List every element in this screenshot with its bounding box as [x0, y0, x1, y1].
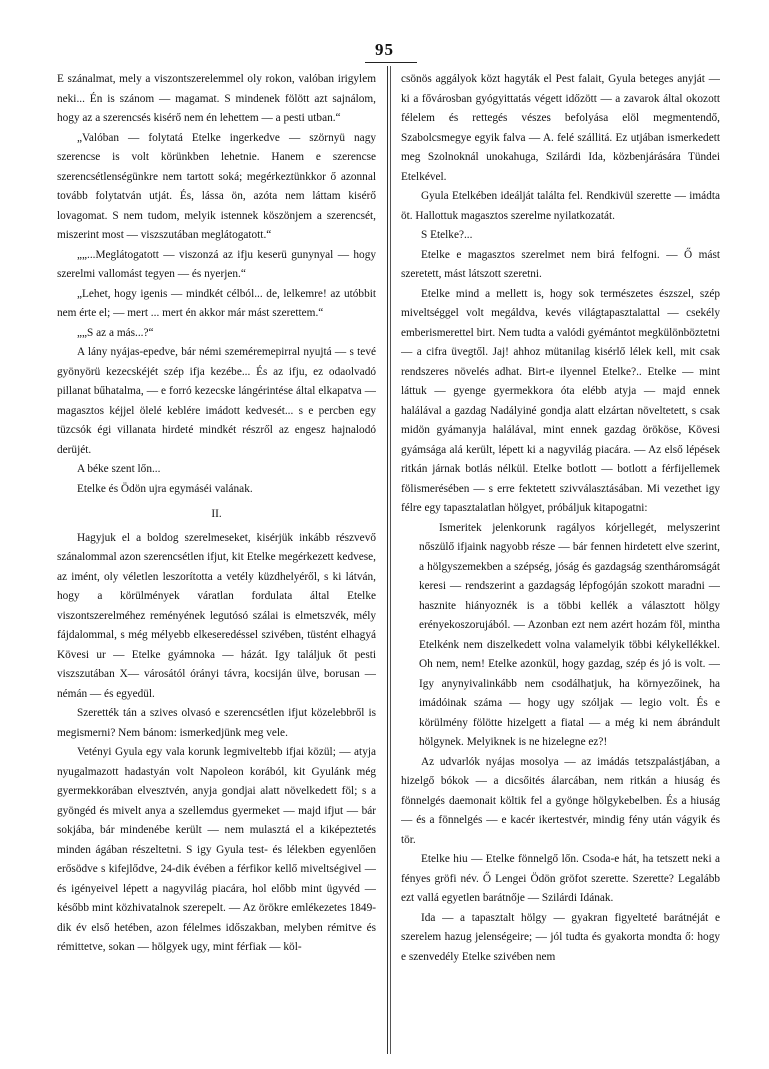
paragraph: Etelke hiu — Etelke fönnelgő lőn. Csoda-e hát, ha tetszett neki a fényes gröfi név. Ő Lengei Ödön gröfot szerette. Szerette? Legalább ezt vallá egyetlen barátnője — Szilárdi Idának. [401, 853, 720, 904]
paragraph: „Valóban — folytatá Etelke ingerkedve — szörnyü nagy szerencse is volt körünkben lehetnie. Hanem e szerencse szerencsétlenségünkre nem tartott soká; megérkeztünkkor ő azonnal tovább folytatván utját. És, lássa ön, azóta nem láttam kisérő lovagomat. S nem tudom, melyik istennek köszönjem a szerencsét, miszerint most — viszszutában meglátogatott.“ [57, 131, 376, 241]
left-column [57, 70, 376, 1054]
paragraph: A lány nyájas-epedve, bár némi szeméremepirral nyujtá — s tevé gyönyörü kezecskéjét szép ifja kezébe... És az ifju, ez odaolvadó pillanat bűhatalma, — e forró kezecske lángérintése által elkapatva — magasztos kéjjel ölelé keblére imádott kedvesét... s e percben egy tüzcsók égi villanata hirdeté mindkét részről az engesz hajnalodó derüjét. [57, 346, 376, 456]
right-column [401, 70, 720, 1054]
paragraph: Szerették tán a szives olvasó e szerencsétlen ifjut közelebbről is megismerni? Nem bánom: ismerkedjünk meg vele. [57, 707, 376, 739]
page-number: 95 [375, 40, 394, 59]
indented-quote: Ismeritek jelenkorunk ragályos kórjellegét, melyszerint nőszülő ifjaink nagyobb része — bár fennen hirdetett elve szerint, a hölgyszemekben a szépség, jóság és gazdagság szentháromságát keresi — rendszerint a gazdagság lépfogóján szokott maradni — hasznite hiányoznék is a többi kellék a választott hölgy erényekoszorujából. — Azonban ezt nem azért hozám föl, mintha Etelkénk nem diszelkedett volna valamelyik többi kélykellékkel. Oh nem, nem! Etelke azonkül, hogy gazdag, szép és jó is volt. — Igy anynyivalinkább nem csodálhatjuk, ha környezőinek, ha imádóinak száma — hogy ugy szóljak — legio volt. És e körülmény fölötte hizelgett a fiatal — a még ki nem ábrándult hölgynek. Melyiknek is ne hizelegne ez?! [419, 521, 720, 748]
paragraph: Etelke mind a mellett is, hogy sok természetes észszel, szép miveltséggel volt megáldva, kevés világtapasztalattal — csekély emberismerettel birt. Nem tudta a valódi gyémántot megkülönböztetni — a cifra üvegtől. Jaj! ahhoz mütanilag kisérlő lélek kell, mit csak rendszeres növelés adhat. Birt-e ilyennel Etelke?.. Etelke — mint láttuk — gyenge gyermekkora óta elébb atyja — majd ennek halálával a gazdag Nadályiné gondja alatt elzártan növeltetett, s csak midön gyámanyja halálával, mint ennek gazdag örököse, Kövesi gyámsága alá került, lépett ki a nagyvilág piacára. — Az első lépések ritkán járnak botlás nélkül. Etelke botlott — botlott a férfijellemek fölismerésében — s erre fektetett szivválasztásában. Mi vezethet igy félre egy tapasztalatlan hölgyet, próbáljuk kitapogatni: [401, 287, 720, 514]
header-rule [365, 62, 417, 63]
column-divider-inner [390, 66, 391, 1054]
paragraph: A béke szent lőn... [77, 463, 161, 475]
paragraph: Etelke e magasztos szerelmet nem birá felfogni. — Ő mást szeretett, mást látszott szeretni. [401, 248, 720, 280]
paragraph: Etelke és Ödön ujra egymáséi valának. [77, 482, 253, 495]
paragraph: „Lehet, hogy igenis — mindkét célból... de, lelkemre! az utóbbit nem érte el; — mert ... mert én akkor már mást szerettem.“ [57, 287, 376, 319]
section-heading: II. [211, 508, 222, 520]
paragraph: S Etelke?... [421, 229, 473, 241]
paragraph: Vetényi Gyula egy vala korunk legmiveltebb ifjai közül; — atyja nyugalmazott hadastyán volt Napoleon korából, kit Gyulánk még gyermekkorában elvesztvén, anyja gondjai alatt növelkedett föl; s a gyöngéd és mivelt anya a szellemdus gyermeket — majd ifjut — bár sokjába, bár mindenébe került — nem mulasztá el a kiképeztetés minden ágában részeltetni. S igy Gyula test- és lélekben egyenlően erősödve s kifejlődve, 24-dik évében a férfikor kellő miveltségivel — és igényeivel lépett a nagyvilág piacára, hol előbb mint ügyvéd — később mint közhivatalnok szerepelt. — Az örökre emlékezetes 1849-dik év első hetében, azon félelmes időszakban, melyben rémitve és rémittetve, sokan — hölgyek ugy, mint férfiak — köl- [57, 746, 376, 953]
paragraph: „„...Meglátogatott — viszonzá az ifju keserü gunynyal — hogy szerelmi vallomást tegyen — és nyerjen.“ [57, 248, 376, 280]
column-divider [387, 66, 388, 1054]
paragraph: Hagyjuk el a boldog szerelmeseket, kisérjük inkább részvevő szánalommal azon szerencsétlen ifjut, kit Etelke megérkezett kedvese, az imént, oly véletlen leszorította a vetély küzdhelyéről, s ki látván, hogy a körülmények váratlan fordulata által Etelke viszontszerelméhez reményének legutósó szálai is elmetszvék, mély fájdalommal, s még mélyebb elkeseredéssel szivében, tüstént elhagyá Kövesi ur — Etelke gyámnoka — házát. Igy találjuk őt pesti viszszutában X— városától órányi távra, kocsiján ülve, borusan — némán — és egyedül. [57, 531, 376, 700]
paragraph: E szánalmat, mely a viszontszerelemmel oly rokon, valóban irigylem neki... Én is szánom — magamat. S mindenek fölött azt sajnálom, hogy az a szerencsés kisérő nem én lehettem — a pesti utban.“ [57, 73, 376, 124]
paragraph: Az udvarlók nyájas mosolya — az imádás tetszpalástjában, a hizelgő bókok — a dicsőités álarcában, nem ritkán a hiuság és fönnelgés daemonait költik fel a gyönge hölgykebelben. És a hiuság — és a fönnelgés — e kacér ikertestvér, mindig fény után vágyik és tör. [401, 755, 720, 846]
paragraph: Gyula Etelkében ideálját találta fel. Rendkivül szerette — imádta öt. Hallottuk magasztos szerelme nyilatkozatát. [401, 190, 720, 222]
paragraph: „„S az a más...?“ [77, 326, 154, 339]
paragraph: Ida — a tapasztalt hölgy — gyakran figyelteté barátnéját e szerelem hazug jelenségeire; — jól tudta és gyakorta mondta ő: hogy e szenvedély Etelke szivében nem [401, 911, 720, 963]
paragraph: csönös aggályok közt hagyták el Pest falait, Gyula beteges anyját — ki a fővárosban gyógyittatás végett időzött — a zavarok által okozott félelem és rettegés vészes befolyása elöl megmentendő, Szabolcsmegye egyik falva — A. felé szállitá. Ez utjában ismerkedett meg Szolnoknál unokahuga, Szilárdi Ida, közbenjárására Tündei Etelkével. [401, 73, 720, 183]
